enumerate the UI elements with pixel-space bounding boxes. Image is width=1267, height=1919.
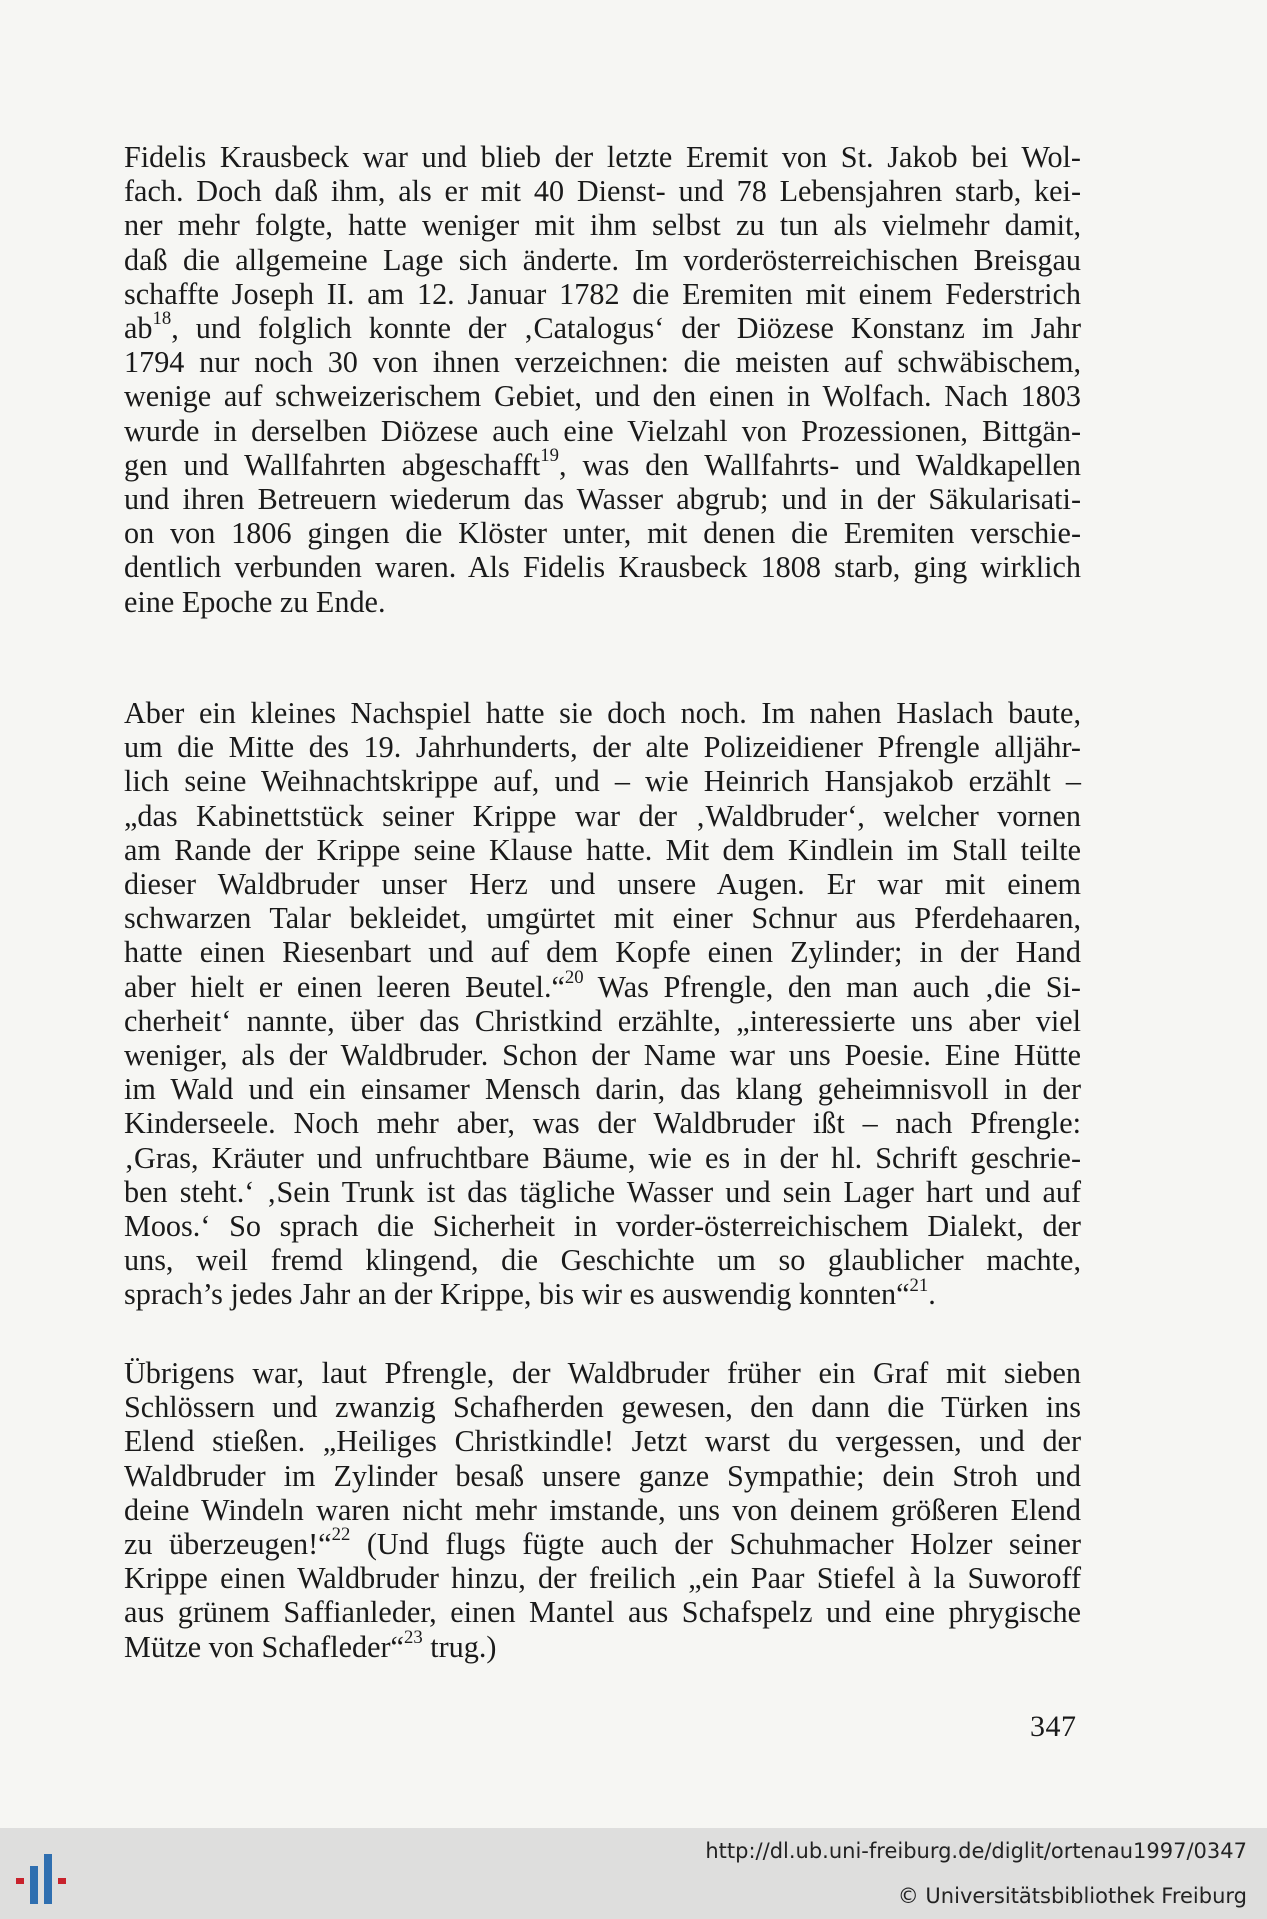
text-line: Übrigens war, laut Pfrengle, der Waldbruder früher ein Graf mit sieben bbox=[124, 1356, 1081, 1390]
text-line: am Rande der Krippe seine Klause hatte. Mit dem Kindlein im Stall teilte bbox=[124, 832, 1081, 867]
text-line: Mütze von Schafleder“$^{23}$ trug.) bbox=[124, 1626, 497, 1664]
text-line: uns, weil fremd klingend, die Geschichte um so glaublicher machte, bbox=[124, 1243, 1081, 1278]
text-line: lich seine Weihnachtskrippe auf, und – wie Heinrich Hansjakob erzählt – bbox=[124, 764, 1081, 799]
text-line: Waldbruder im Zylinder besaß unsere ganze Sympathie; dein Stroh und bbox=[124, 1458, 1081, 1493]
text-line: zu überzeugen!“$^{22}$ (Und flugs fügte auch der Schuhmacher Holzer seiner bbox=[124, 1524, 1081, 1562]
text-line: cherheit‘ nannte, über das Christkind erzählte, „interessierte uns aber viel bbox=[124, 1003, 1081, 1038]
paragraph-3 bbox=[124, 1356, 1081, 1664]
source-url-link[interactable]: http://dl.ub.uni-freiburg.de/diglit/ortenau1997/0347 bbox=[705, 1839, 1247, 1863]
text-line: Aber ein kleines Nachspiel hatte sie doch noch. Im nahen Haslach baute, bbox=[124, 696, 1081, 730]
text-line: schaffte Joseph II. am 12. Januar 1782 die Eremiten mit einem Federstrich bbox=[124, 276, 1081, 311]
text-line: Moos.‘ So sprach die Sicherheit in vorder-österreichischem Dialekt, der bbox=[124, 1209, 1081, 1244]
footnote-reference: 19 bbox=[540, 444, 560, 466]
text-line: um die Mitte des 19. Jahrhunderts, der alte Polizeidiener Pfrengle alljähr- bbox=[124, 730, 1081, 765]
text-line: 1794 nur noch 30 von ihnen verzeichnen: die meisten auf schwäbischem, bbox=[124, 345, 1081, 380]
footnote-reference: 21 bbox=[909, 1274, 929, 1296]
paragraph-1 bbox=[124, 140, 1081, 619]
text-line: dentlich verbunden waren. Als Fidelis Krausbeck 1808 starb, ging wirklich bbox=[124, 550, 1081, 585]
text-line: und ihren Betreuern wiederum das Wasser abgrub; und in der Säkularisati- bbox=[124, 482, 1081, 517]
text-line: Krippe einen Waldbruder hinzu, der freilich „ein Paar Stiefel à la Suworoff bbox=[124, 1561, 1081, 1596]
footer-bar bbox=[0, 1828, 1267, 1919]
text-line: ‚Gras, Kräuter und unfruchtbare Bäume, wie es in der hl. Schrift geschrie- bbox=[124, 1140, 1081, 1175]
text-line: „das Kabinettstück seiner Krippe war der ‚Waldbruder‘, welcher vornen bbox=[124, 798, 1081, 833]
text-line: deine Windeln waren nicht mehr imstande, uns von deinem größeren Elend bbox=[124, 1492, 1081, 1527]
text-line: ner mehr folgte, hatte weniger mit ihm selbst zu tun als vielmehr damit, bbox=[124, 208, 1081, 243]
text-line: im Wald und ein einsamer Mensch darin, das klang geheimnisvoll in der bbox=[124, 1072, 1081, 1107]
footnote-reference: 23 bbox=[403, 1626, 423, 1648]
footnote-reference: 20 bbox=[564, 966, 584, 988]
page-number: 347 bbox=[1030, 1710, 1077, 1743]
text-line: sprach’s jedes Jahr an der Krippe, bis wir es auswendig konnten“$^{21}$. bbox=[124, 1274, 936, 1312]
text-line: Elend stießen. „Heiliges Christkindle! Jetzt warst du vergessen, und der bbox=[124, 1424, 1081, 1459]
text-line: weniger, als der Waldbruder. Schon der Name war uns Poesie. Eine Hütte bbox=[124, 1038, 1081, 1073]
copyright-notice: © Universitätsbibliothek Freiburg bbox=[897, 1884, 1247, 1908]
text-line: hatte einen Riesenbart und auf dem Kopfe einen Zylinder; in der Hand bbox=[124, 935, 1081, 970]
text-line: Schlössern und zwanzig Schafherden gewesen, den dann die Türken ins bbox=[124, 1390, 1081, 1425]
paragraph-2 bbox=[124, 696, 1081, 1312]
text-line: dieser Waldbruder unser Herz und unsere Augen. Er war mit einem bbox=[124, 867, 1081, 902]
text-line: fach. Doch daß ihm, als er mit 40 Dienst- und 78 Lebensjahren starb, kei- bbox=[124, 174, 1081, 209]
text-line: aber hielt er einen leeren Beutel.“$^{20}$ Was Pfrengle, den man auch ‚die Si- bbox=[124, 966, 1081, 1004]
text-line: Fidelis Krausbeck war und blieb der letzte Eremit von St. Jakob bei Wol- bbox=[124, 140, 1081, 174]
text-line: ben steht.‘ ‚Sein Trunk ist das tägliche Wasser und sein Lager hart und auf bbox=[124, 1174, 1081, 1209]
text-line: daß die allgemeine Lage sich änderte. Im vorderösterreichischen Breisgau bbox=[124, 242, 1081, 277]
text-line: $ab^{18}$, und folglich konnte der ‚Catalogus‘ der Diözese Konstanz im Jahr bbox=[124, 308, 1081, 346]
text-line: on von 1806 gingen die Klöster unter, mit denen die Eremiten verschie- bbox=[124, 516, 1081, 551]
text-line: gen und Wallfahrten abgeschafft$^{19}$, was den Wallfahrts- und Waldkapellen bbox=[124, 444, 1081, 482]
footnote-reference: 22 bbox=[331, 1524, 351, 1546]
text-line: schwarzen Talar bekleidet, umgürtet mit einer Schnur aus Pferdehaaren, bbox=[124, 901, 1081, 936]
text-line: wurde in derselben Diözese auch eine Vielzahl von Prozessionen, Bittgän- bbox=[124, 413, 1081, 448]
text-line: wenige auf schweizerischem Gebiet, und den einen in Wolfach. Nach 1803 bbox=[124, 379, 1081, 414]
text-line: Kinderseele. Noch mehr aber, was der Waldbruder ißt – nach Pfrengle: bbox=[124, 1106, 1081, 1141]
text-line: eine Epoche zu Ende. bbox=[124, 584, 386, 619]
footnote-reference: 18 bbox=[152, 308, 172, 330]
library-logo-icon bbox=[14, 1854, 84, 1904]
text-line: aus grünem Saffianleder, einen Mantel aus Schafspelz und eine phrygische bbox=[124, 1595, 1081, 1630]
